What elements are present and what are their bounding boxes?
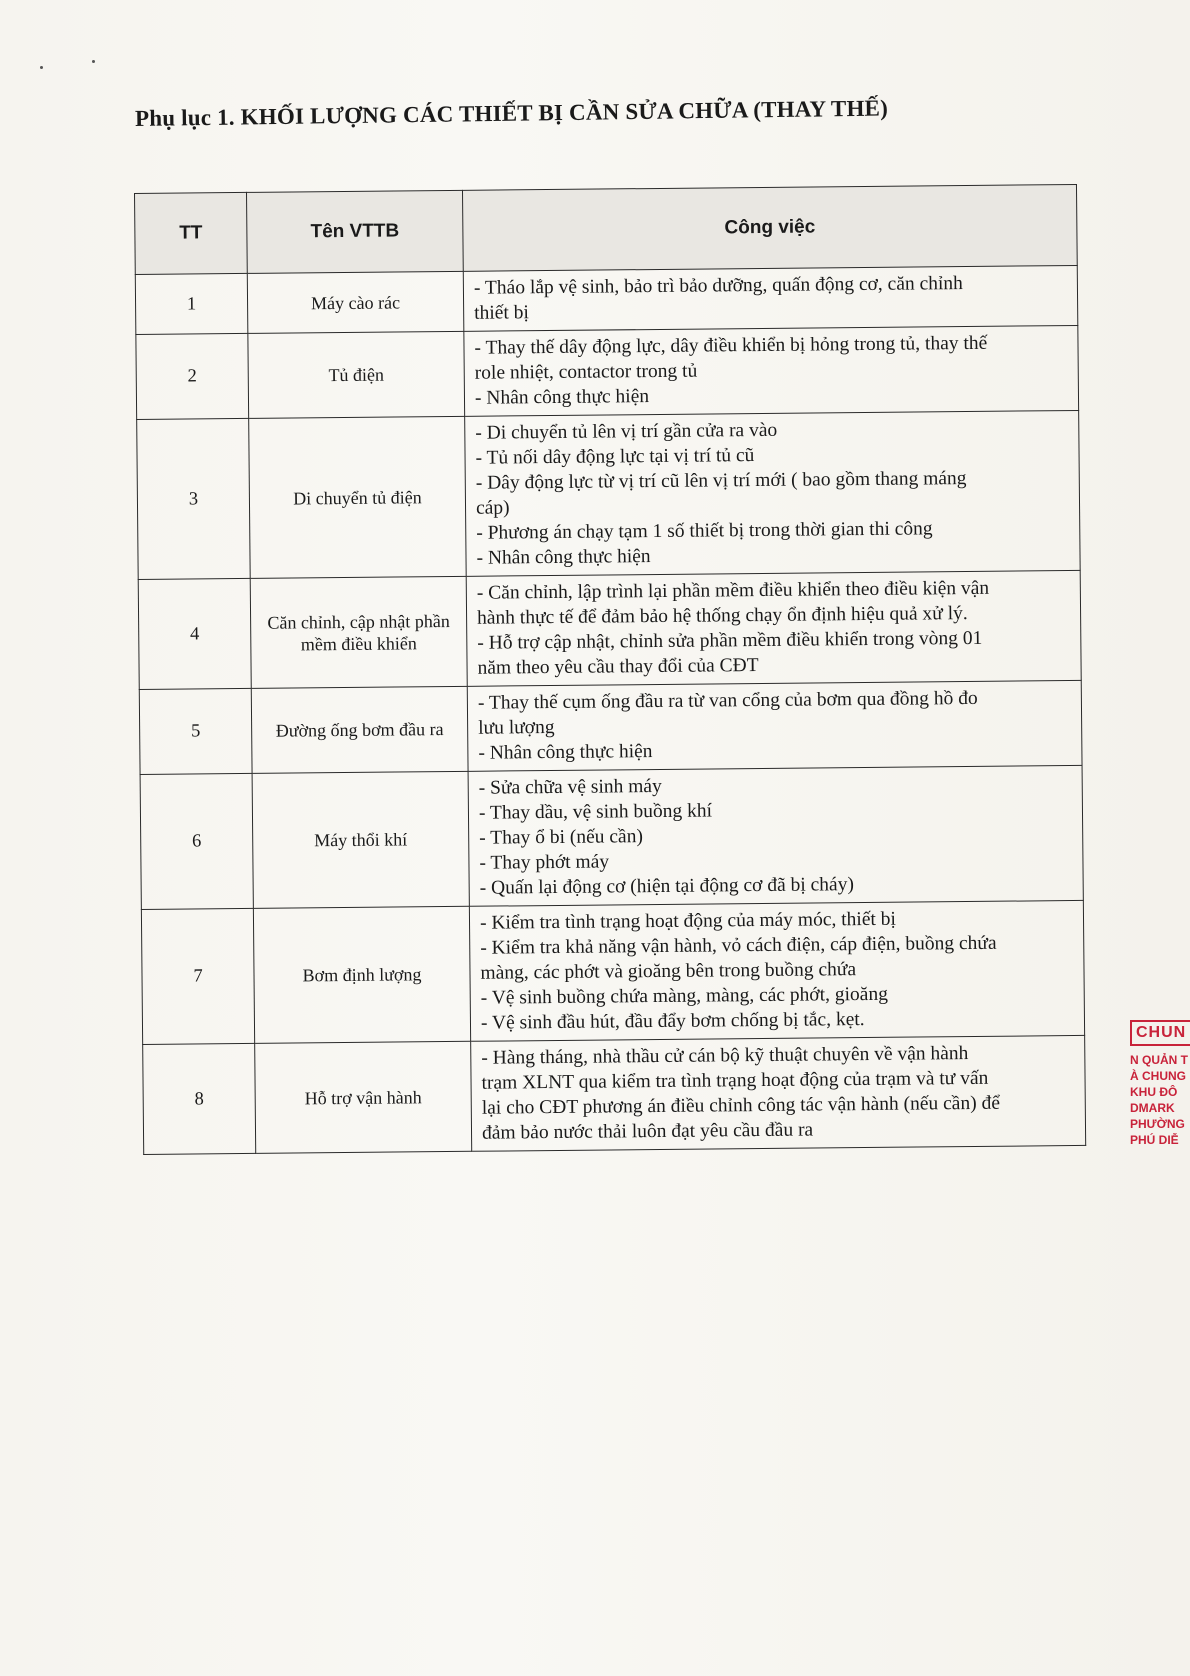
stamp-header: CHUN: [1130, 1020, 1190, 1046]
work-line: - Di chuyển tủ lên vị trí gần cửa ra vào: [475, 419, 778, 444]
table-row: [141, 900, 1084, 1044]
equipment-name: Hỗ trợ vận hành: [255, 1041, 472, 1153]
equipment-name: Căn chỉnh, cập nhật phần mềm điều khiển: [250, 576, 467, 688]
stamp-line: À CHUNG: [1130, 1069, 1186, 1083]
work-line: cáp): [475, 497, 510, 519]
stamp-line: KHU ĐÔ: [1130, 1085, 1178, 1099]
page-title: Phụ lục 1. KHỐI LƯỢNG CÁC THIẾT BỊ CẦN SỬA CHỮA (THAY THẾ): [134, 95, 889, 131]
row-number: 3: [137, 418, 251, 579]
work-line: - Quấn lại động cơ (hiện tại động cơ đã bị cháy): [479, 874, 854, 899]
work-line: - Hỗ trợ cập nhật, chỉnh sửa phần mềm điều khiển trong vòng 01: [477, 627, 983, 654]
red-stamp: [1130, 1020, 1190, 1210]
work-line: lại cho CĐT phương án điều chỉnh công tác vận hành (nếu cần) để: [481, 1092, 1001, 1119]
equipment-name: Tủ điện: [248, 331, 465, 418]
stamp-line: N QUẢN T: [1130, 1053, 1188, 1067]
equipment-name: Máy cào rác: [247, 271, 464, 333]
row-number: 1: [135, 273, 248, 334]
work-line: hành thực tế để đảm bảo hệ thống chạy ổn định hiệu quả xử lý.: [476, 603, 968, 629]
scan-speck: [40, 66, 43, 69]
work-line: - Căn chỉnh, lập trình lại phần mềm điều khiển theo điều kiện vận: [476, 577, 990, 604]
row-number: 5: [139, 688, 252, 774]
work-description: [467, 680, 1082, 771]
scan-speck: [92, 60, 95, 63]
work-line: - Kiểm tra tình trạng hoạt động của máy móc, thiết bị: [479, 908, 896, 934]
table-row: [139, 680, 1082, 774]
table-body: [135, 265, 1085, 1154]
work-description: [465, 410, 1081, 576]
row-number: 2: [136, 333, 249, 419]
work-description: [464, 325, 1079, 416]
work-line: - Tháo lắp vệ sinh, bảo trì bảo dưỡng, quấn động cơ, căn chỉnh: [473, 273, 963, 299]
work-line: - Nhân công thực hiện: [476, 546, 651, 569]
table-header-row: [135, 184, 1078, 274]
equipment-table-container: [134, 184, 1085, 1155]
work-line: trạm XLNT qua kiểm tra tình trạng hoạt động của trạm và tư vấn: [481, 1067, 989, 1094]
work-line: - Thay dầu, vệ sinh buồng khí: [478, 800, 713, 824]
row-number: 7: [141, 908, 254, 1044]
work-description: [466, 570, 1081, 686]
work-description: [471, 1035, 1086, 1151]
header-tt: TT: [135, 192, 248, 274]
stamp-line: PHÚ DIỄ: [1130, 1133, 1179, 1147]
work-description: [468, 765, 1083, 906]
work-line: - Thay phớt máy: [479, 851, 610, 874]
work-line: - Phương án chạy tạm 1 số thiết bị trong thời gian thi công: [476, 518, 933, 544]
table-row: [143, 1035, 1086, 1154]
stamp-line: DMARK: [1130, 1101, 1175, 1115]
equipment-name: Máy thổi khí: [252, 771, 469, 908]
work-description: [469, 900, 1084, 1041]
header-name: Tên VTTB: [246, 190, 463, 273]
equipment-name: Đường ống bơm đầu ra: [251, 686, 468, 773]
work-line: - Nhân công thực hiện: [474, 386, 650, 409]
work-line: - Thay thế dây động lực, dây điều khiển bị hỏng trong tủ, thay thế: [474, 332, 988, 359]
work-line: - Sửa chữa vệ sinh máy: [478, 775, 662, 799]
work-description: [463, 265, 1078, 331]
table-row: [140, 765, 1083, 909]
work-line: - Tủ nối dây động lực tại vị trí tủ cũ: [475, 445, 755, 469]
work-line: - Dây động lực từ vị trí cũ lên vị trí mới ( bao gồm thang máng: [475, 468, 967, 494]
row-number: 4: [138, 578, 251, 689]
stamp-line: PHƯỜNG: [1130, 1117, 1185, 1131]
work-line: - Thay thế cụm ống đầu ra từ van cổng của bơm qua đồng hồ đo: [477, 687, 978, 714]
work-line: - Nhân công thực hiện: [478, 741, 653, 764]
equipment-table: [134, 184, 1086, 1155]
equipment-name: Di chuyển tủ điện: [249, 416, 467, 578]
equipment-name: Bơm định lượng: [253, 906, 470, 1043]
work-line: - Kiểm tra khả năng vận hành, vỏ cách điện, cáp điện, buồng chứa: [480, 932, 997, 959]
work-line: màng, các phớt và gioăng bên trong buồng chứa: [480, 959, 857, 984]
table-row: [137, 410, 1080, 579]
row-number: 6: [140, 773, 253, 909]
work-line: thiết bị: [474, 302, 529, 324]
row-number: 8: [143, 1043, 256, 1154]
work-line: - Vệ sinh buồng chứa màng, màng, các phớt, gioăng: [480, 983, 889, 1009]
work-line: - Vệ sinh đầu hút, đầu đẩy bơm chống bị tắc, kẹt.: [480, 1009, 865, 1034]
work-line: role nhiệt, contactor trong tủ: [474, 360, 698, 384]
work-line: - Thay ổ bi (nếu cần): [479, 826, 644, 849]
work-line: lưu lượng: [478, 716, 555, 739]
table-row: [136, 325, 1079, 419]
work-line: năm theo yêu cầu thay đổi của CĐT: [477, 655, 759, 679]
work-line: đảm bảo nước thải luôn đạt yêu cầu đầu ra: [481, 1119, 814, 1144]
table-row: [135, 265, 1078, 334]
table-row: [138, 570, 1081, 689]
header-work: Công việc: [462, 184, 1077, 271]
work-line: - Hàng tháng, nhà thầu cử cán bộ kỹ thuật chuyên về vận hành: [481, 1043, 969, 1069]
